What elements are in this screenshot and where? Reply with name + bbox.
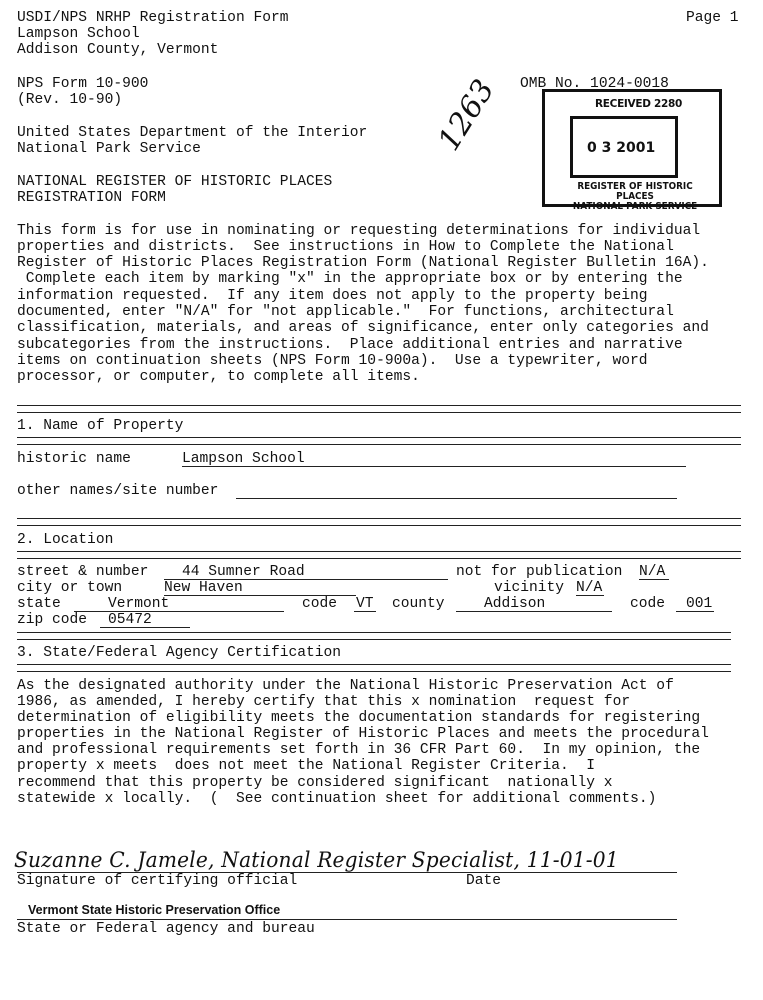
state-line xyxy=(74,611,284,612)
cert-line-2-b: nomination xyxy=(428,694,517,710)
not-for-publication-value[interactable]: N/A xyxy=(639,564,666,580)
county-code-value[interactable]: 001 xyxy=(686,596,713,612)
city-label: city or town xyxy=(17,580,123,596)
section-2-title: 2. Location xyxy=(17,532,114,548)
instructions-line-2: properties and districts. See instructions in How to Complete the National xyxy=(17,239,674,255)
instructions-line-6: documented, enter "N/A" for "not applicable." For functions, architectural xyxy=(17,304,674,320)
stamp-date: 0 3 2001 xyxy=(587,140,656,156)
state-code-line xyxy=(354,611,376,612)
cert-line-1: As the designated authority under the National Historic Preservation Act of xyxy=(17,678,674,694)
instructions-line-8: subcategories from the instructions. Place additional entries and narrative xyxy=(17,337,683,353)
cert-line-6-b: meets xyxy=(113,758,158,774)
instructions-line-9: items on continuation sheets (NPS Form 10-900a). Use a typewriter, word xyxy=(17,353,648,369)
cert-line-5: and professional requirements set forth in 36 CFR Part 60. In my opinion, the xyxy=(17,742,701,758)
section-3-top-rule xyxy=(17,632,731,640)
form-number: NPS Form 10-900 xyxy=(17,76,149,92)
zip-line xyxy=(100,627,190,628)
cert-line-2-a: 1986, as amended, I hereby certify that this xyxy=(17,694,403,710)
locally-checkbox[interactable]: x xyxy=(104,791,114,807)
signature-label: Signature of certifying official xyxy=(17,873,298,889)
county-value[interactable]: Addison xyxy=(484,596,546,612)
certifying-official-signature[interactable]: Suzanne C. Jamele, National Register Specialist, 11-01-01 xyxy=(14,848,619,872)
county-code-label: code xyxy=(630,596,666,612)
omb-number: OMB No. 1024-0018 xyxy=(520,76,669,92)
instructions-line-1: This form is for use in nominating or requesting determinations for individual xyxy=(17,223,701,239)
cert-line-7-b: nationally xyxy=(507,775,596,791)
vicinity-value[interactable]: N/A xyxy=(576,580,603,596)
stamp-footer xyxy=(558,182,713,212)
instructions-line-3: Register of Historic Places Registration Form (National Register Bulletin 16A). xyxy=(17,255,709,271)
received-stamp xyxy=(542,89,722,212)
nomination-checkbox[interactable]: x xyxy=(411,694,420,710)
cert-line-7-a: recommend that this property be considered significant xyxy=(17,775,490,791)
historic-name-line xyxy=(182,466,686,467)
date-label: Date xyxy=(466,873,502,889)
instructions-line-7: classification, materials, and areas of significance, enter only categories and xyxy=(17,320,709,336)
cert-line-8-c: See continuation sheet for additional comments.) xyxy=(236,791,657,807)
cert-line-6 xyxy=(17,758,595,774)
zip-label: zip code xyxy=(17,612,88,628)
stamp-footer-line2: NATIONAL PARK SERVICE xyxy=(572,201,698,212)
cert-line-3: determination of eligibility meets the documentation standards for registering xyxy=(17,710,701,726)
park-service: National Park Service xyxy=(17,141,201,157)
section-1-title: 1. Name of Property xyxy=(17,418,184,434)
section-2-top-rule xyxy=(17,518,741,526)
other-names-label: other names/site number xyxy=(17,483,219,499)
register-title: NATIONAL REGISTER OF HISTORIC PLACES xyxy=(17,174,333,190)
vicinity-line xyxy=(576,595,604,596)
county-label: county xyxy=(392,596,445,612)
stamp-footer-line1: REGISTER OF HISTORIC PLACES xyxy=(577,181,693,202)
agency-label: State or Federal agency and bureau xyxy=(17,921,315,937)
vicinity-label: vicinity xyxy=(494,580,565,596)
form-revision: (Rev. 10-90) xyxy=(17,92,123,108)
state-code-value[interactable]: VT xyxy=(356,596,374,612)
historic-name-label: historic name xyxy=(17,451,131,467)
section-2-bottom-rule xyxy=(17,551,741,559)
cert-line-8 xyxy=(17,791,656,807)
meets-checkbox[interactable]: x xyxy=(95,758,105,774)
instructions-line-4: Complete each item by marking "x" in the appropriate box or by entering the xyxy=(17,271,683,287)
county-header: Addison County, Vermont xyxy=(17,42,219,58)
cert-line-2 xyxy=(17,694,630,710)
not-for-publication-label: not for publication xyxy=(456,564,623,580)
instructions-line-5: information requested. If any item does not apply to the property being xyxy=(17,288,648,304)
county-line xyxy=(456,611,612,612)
agency-line xyxy=(17,919,677,920)
registration-form-title: REGISTRATION FORM xyxy=(17,190,166,206)
handwritten-reference-number: 1263 xyxy=(431,73,502,157)
other-names-line xyxy=(236,498,677,499)
cert-line-7 xyxy=(17,775,613,791)
cert-line-6-a: property xyxy=(17,758,88,774)
county-code-line xyxy=(676,611,714,612)
cert-line-2-c: request for xyxy=(533,694,631,710)
city-value[interactable]: New Haven xyxy=(164,580,243,596)
zip-value[interactable]: 05472 xyxy=(108,612,152,628)
instructions-line-10: processor, or computer, to complete all items. xyxy=(17,369,420,385)
historic-name-value[interactable]: Lampson School xyxy=(182,451,305,467)
section-1-top-rule xyxy=(17,405,741,413)
state-code-label: code xyxy=(302,596,338,612)
section-3-title: 3. State/Federal Agency Certification xyxy=(17,645,342,661)
form-header-title: USDI/NPS NRHP Registration Form xyxy=(17,10,289,26)
page-number: Page 1 xyxy=(686,10,739,26)
street-label: street & number xyxy=(17,564,149,580)
cert-line-4: properties in the National Register of Historic Places and meets the procedural xyxy=(17,726,709,742)
cert-line-6-c: does not meet the National Register Criteria. I xyxy=(174,758,596,774)
state-value[interactable]: Vermont xyxy=(108,596,170,612)
cert-line-8-a: statewide xyxy=(17,791,96,807)
stamp-received-text: RECEIVED 2280 xyxy=(595,98,683,110)
agency-value[interactable]: Vermont State Historic Preservation Office xyxy=(28,903,281,917)
not-for-publication-line xyxy=(639,579,669,580)
section-3-bottom-rule xyxy=(17,664,731,672)
street-value[interactable]: 44 Sumner Road xyxy=(182,564,305,580)
section-1-bottom-rule xyxy=(17,437,741,445)
department: United States Department of the Interior xyxy=(17,125,368,141)
property-name-header: Lampson School xyxy=(17,26,140,42)
statewide-checkbox[interactable]: x xyxy=(603,775,613,791)
cert-line-8-b: locally. ( xyxy=(122,791,219,807)
state-label: state xyxy=(17,596,61,612)
